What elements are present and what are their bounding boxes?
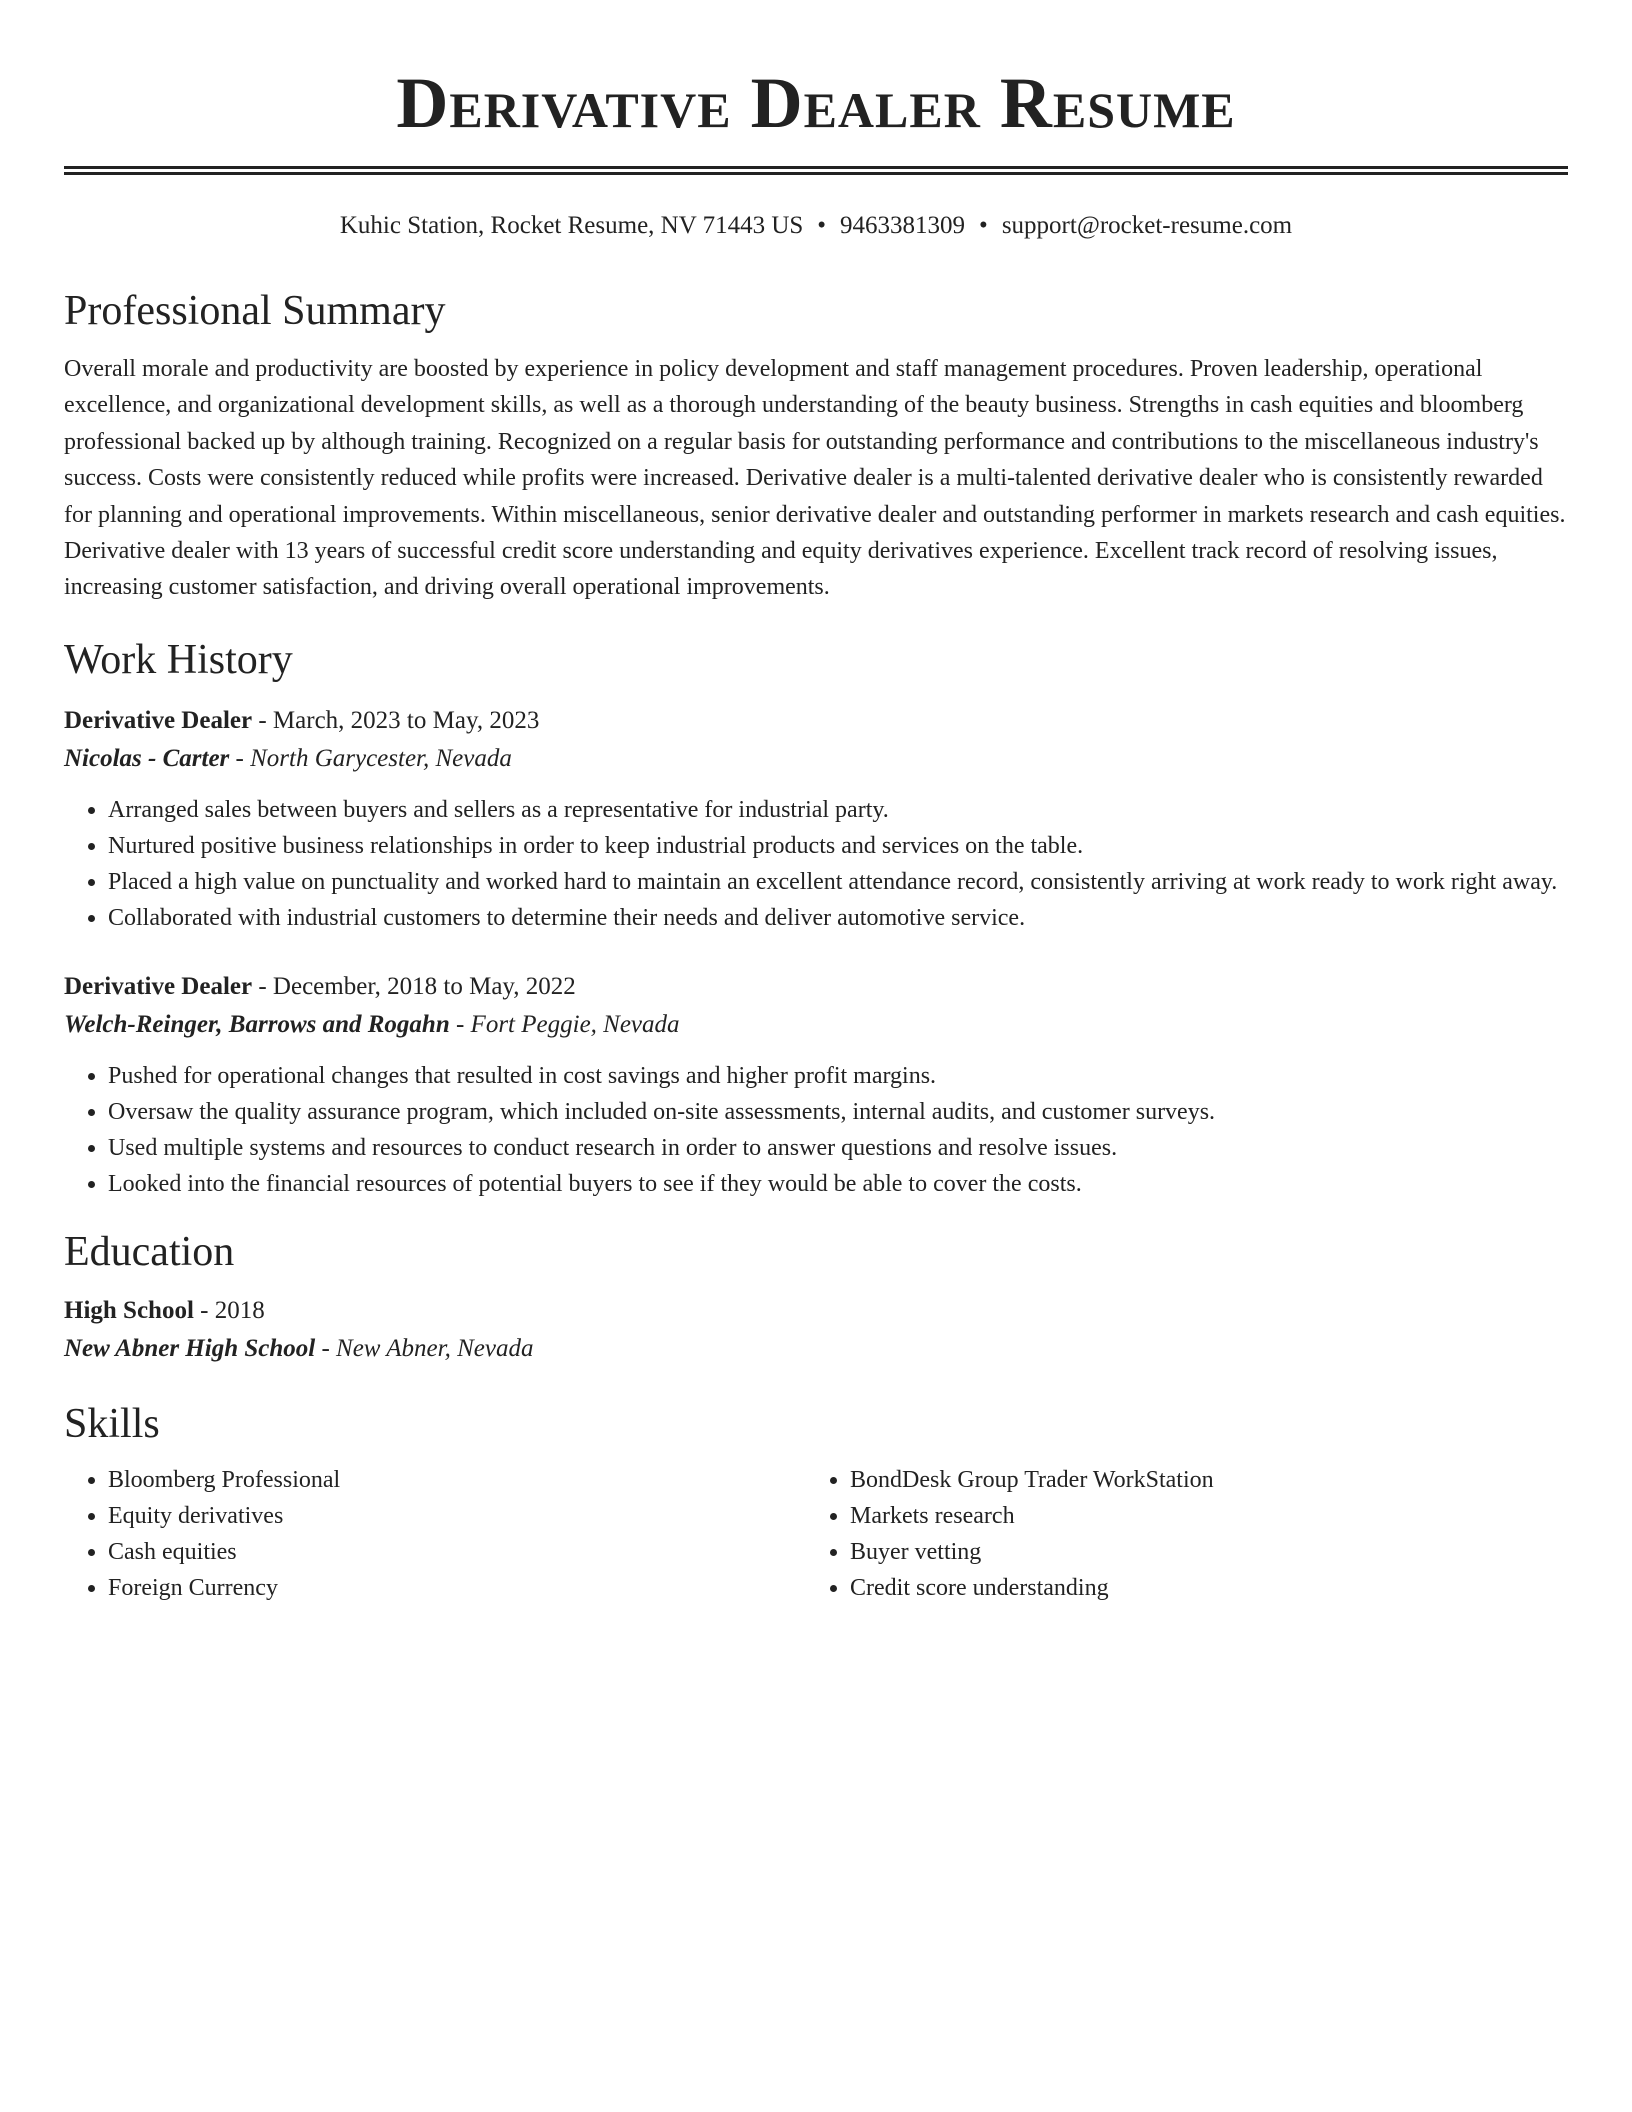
school-name: New Abner High School (64, 1334, 316, 1362)
document-title: Derivative Dealer Resume (396, 63, 1236, 143)
skill-item: • Markets research (850, 1498, 1548, 1534)
job-bullets (64, 1058, 1568, 1202)
list-item: • Pushed for operational changes that resulted in cost savings and higher profit margins. (108, 1058, 1568, 1094)
job-bullets (64, 792, 1568, 936)
skill-item: • Equity derivatives (108, 1498, 806, 1534)
contact-address: Kuhic Station, Rocket Resume, NV 71443 US (339, 212, 804, 239)
job-title-line (64, 702, 1568, 740)
job-dates: - March, 2023 to May, 2023 (252, 706, 540, 734)
education-entry (64, 1292, 1568, 1368)
skills-column-right (806, 1462, 1548, 1606)
contact-line (64, 209, 1568, 243)
list-item: • Collaborated with industrial customers to determine their needs and deliver automotive service. (108, 900, 1568, 936)
skill-item: • Cash equities (108, 1534, 806, 1570)
education-heading: Education (64, 1228, 235, 1275)
job-title-line (64, 968, 1568, 1006)
list-item: • Arranged sales between buyers and sellers as a representative for industrial party. (108, 792, 1568, 828)
skills-grid (64, 1462, 1568, 1606)
job-entry (64, 968, 1568, 1202)
skill-item: • Foreign Currency (108, 1570, 806, 1606)
degree: High School (64, 1296, 194, 1324)
employer-line (64, 1006, 1568, 1044)
employer-location: - Fort Peggie, Nevada (449, 1010, 680, 1038)
list-item: • Oversaw the quality assurance program, which included on-site assessments, internal audits, and customer surveys. (108, 1094, 1568, 1130)
job-entry (64, 702, 1568, 936)
contact-separator: • (817, 212, 827, 239)
title-divider (64, 166, 1568, 175)
employer-name: Welch-Reinger, Barrows and Rogahn (64, 1010, 450, 1038)
school-location: - New Abner, Nevada (315, 1334, 534, 1362)
summary-text: Overall morale and productivity are boosted by experience in policy development and staff management procedures. Proven leadership, operational excellence, and organizational development skills, as well as a thorough understanding of the beauty business. Strengths in cash equities and bloomberg professional backed up by although training. Recognized on a regular basis for outstanding performance and contributions to the miscellaneous industry's success. Costs were consistently reduced while profits were increased. Derivative dealer is a multi-talented derivative dealer who is consistently rewarded for planning and operational improvements. Within miscellaneous, senior derivative dealer and outstanding performer in markets research and cash equities. Derivative dealer with 13 years of successful credit score understanding and equity derivatives experience. Excellent track record of resolving issues, increasing customer satisfaction, and driving overall operational improvements. (64, 356, 1566, 601)
list-item: • Looked into the financial resources of potential buyers to see if they would be able to cover the costs. (108, 1166, 1568, 1202)
degree-line (64, 1292, 1568, 1330)
list-item: • Placed a high value on punctuality and worked hard to maintain an excellent attendance record, consistently arriving at work ready to work right away. (108, 864, 1568, 900)
skill-item: • Credit score understanding (850, 1570, 1548, 1606)
job-dates: - December, 2018 to May, 2022 (252, 972, 576, 1000)
employer-name: Nicolas - Carter (64, 744, 230, 772)
skill-item: • BondDesk Group Trader WorkStation (850, 1462, 1548, 1498)
job-title: Derivative Dealer (64, 972, 253, 1000)
skill-item: • Bloomberg Professional (108, 1462, 806, 1498)
skill-item: • Buyer vetting (850, 1534, 1548, 1570)
contact-phone: 9463381309 (840, 212, 966, 239)
skills-heading: Skills (64, 1400, 160, 1447)
list-item: • Used multiple systems and resources to conduct research in order to answer questions and resolve issues. (108, 1130, 1568, 1166)
list-item: • Nurtured positive business relationships in order to keep industrial products and services on the table. (108, 828, 1568, 864)
resume-page (64, 0, 1568, 1606)
summary-heading: Professional Summary (64, 288, 446, 334)
job-title: Derivative Dealer (64, 706, 253, 734)
employer-line (64, 740, 1568, 778)
skills-column-left (64, 1462, 806, 1606)
graduation-year: - 2018 (193, 1296, 265, 1324)
employer-location: - North Garycester, Nevada (229, 744, 512, 772)
contact-email: support@rocket-resume.com (1001, 212, 1293, 239)
contact-separator: • (979, 212, 988, 239)
school-line (64, 1330, 1568, 1368)
work-history-heading: Work History (64, 636, 293, 683)
